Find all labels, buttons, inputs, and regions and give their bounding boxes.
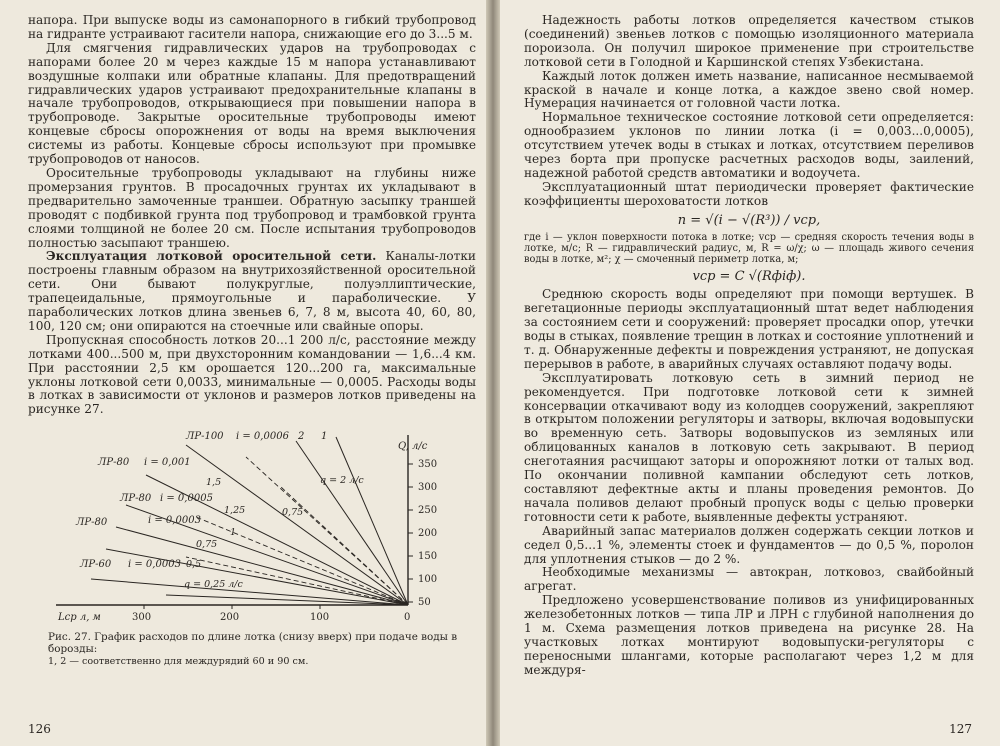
bottom-axis-label: 100 — [310, 612, 330, 624]
right-axis-label: 100 — [418, 574, 438, 586]
left-label: i = 0,0005 — [160, 493, 213, 505]
right-paragraph: Аварийный запас материалов должен содержать секции лотков и седел 0,5...1 %, элементы стоек и фундаментов — до 0,5 %, поролон для уплотнения стыков — до 2 %. — [524, 523, 974, 566]
left-label: ЛР-80 — [76, 517, 108, 529]
formula-explanation: где i — уклон поверхности потока в лотке; vср — средняя скорость течения воды в лотке, м/с; R — гидравлический радиус, м, R = ω/χ; ω — площадь живого сечения воды в лотке, м²; χ — смоченный периметр лотка, м; — [524, 231, 974, 266]
right-paragraph: Среднюю скорость воды определяют при помощи вертушек. В вегетационные периоды эксплуатационный штат ведет наблюдения за состоянием сети и сооружений: проверяет просадки опор, утечки воды в стыках, появление трещин в лотках и состояние уплотнений и т. д. Обнаруженные дефекты и повреждения устраняют, не допуская перерывов в работе, в аварийных случаях оставляют подачу воды. — [524, 287, 974, 371]
curve-label: 1,25 — [224, 505, 246, 517]
figure-27 — [36, 427, 456, 627]
curve-label: q = 2 л/с — [320, 475, 364, 487]
bottom-axis-title: Lср л, м — [58, 612, 101, 624]
book-gutter — [486, 0, 500, 746]
right-axis-label: 150 — [418, 551, 438, 563]
curve-label: q = 0,25 л/с — [184, 579, 243, 591]
left-page — [0, 0, 492, 746]
bottom-axis-label: 0 — [404, 612, 411, 624]
curve-label: 1 — [230, 527, 237, 539]
figure-caption: Рис. 27. График расходов по длине лотка (снизу вверх) при подаче воды в борозды: — [48, 631, 458, 656]
left-label: i = 0,0003 — [128, 559, 181, 571]
left-label: ЛР-80 — [98, 457, 130, 469]
figure-27-graph — [36, 427, 456, 627]
right-axis-label: 300 — [418, 482, 438, 494]
right-paragraph: Каждый лоток должен иметь название, написанное несмываемой краской в начале и конце лотка, а каждое звено свой номер. Нумерация начинается от головной части лотка. — [524, 68, 974, 111]
curve-label: 0,75 — [282, 507, 304, 519]
top-label: i = 0,0006 — [236, 431, 289, 443]
bottom-axis-label: 300 — [132, 612, 152, 624]
top-label: 1 — [321, 431, 328, 443]
top-label: 2 — [298, 431, 305, 443]
right-paragraph: Эксплуатационный штат периодически проверяет фактические коэффициенты шероховатости лотков — [524, 179, 974, 208]
left-label: i = 0,001 — [144, 457, 191, 469]
right-paragraph: Эксплуатировать лотковую сеть в зимний период не рекомендуется. При подготовке лотковой сети к зимней консервации откачивают воду из колодцев сооружений, закрепляют в открытом положении регуляторы и затворы, включая водовыпуски во временную сеть. Затворы водовыпусков из земляных или облицованных каналов в лотковую сеть закрывают. В период снеготаяния расчищают заторы и опорожняют лотки от талых вод. По окончании поливной кампании обследуют сеть лотков, составляют дефектные акты и планы проведения ремонтов. До начала поливов делают пробный пропуск воды с целью проверки готовности сети к работе, выявленные дефекты устраняют. — [524, 370, 974, 524]
bottom-axis-label: 200 — [220, 612, 240, 624]
right-paragraph: Предложено усовершенствование поливов из унифицированных железобетонных лотков — типа ЛР и ЛРН с глубиной наполнения до 1 м. Схема размещения лотков приведена на рисунке 28. На участковых лотках монтируют водовыпуски-регуляторы с переносными шлангами, которые располагают через 1,2 м для междуря- — [524, 593, 974, 677]
left-paragraph: Для смягчения гидравлических ударов на трубопроводах с напорами более 20 м через каждые 15 м напора устанавливают воздушные колпаки или обратные клапаны. Для предотвращений гидравлических ударов устраивают предохранительные клапаны в начале трубопроводов, открывающиеся при повышении напора в трубопроводе. Закрытые оросительные трубопроводы имеют концевые сбросы опорожнения от воды на время выключения системы из работы. Концевые сбросы используют при промывке трубопроводов от наносов. — [28, 40, 476, 167]
left-label: ЛР-60 — [80, 559, 112, 571]
top-label: Q, л/с — [398, 441, 428, 453]
formula-roughness: n = √(i − √(R³)) / vср, — [677, 212, 821, 228]
section-text: Каналы-лотки построены главным образом на внутрихозяйственной оросительной сети. Они бывают полукруглые, полуэллиптические, трапецеидальные, прямоугольные и параболические. У параболических лотков длина звеньев 6, 7, 8 м, высота 40, 60, 80, 100, 120 см; они опираются на стоечные или свайные опоры. — [28, 249, 476, 333]
page-number-left: 126 — [28, 722, 51, 736]
right-axis-label: 200 — [418, 528, 438, 540]
right-axis-label: 250 — [418, 505, 438, 517]
section-paragraph — [28, 250, 476, 333]
figure-caption-note: 1, 2 — соответственно для междурядий 60 и 90 см. — [48, 656, 309, 668]
right-paragraph: Нормальное техническое состояние лотковой сети определяется: однообразием уклонов по линии лотка (i = 0,003...0,0005), отсутствием утечек воды в стыках и лотках, отсутствием переливов через борта при пропуске расчетных расходов воды, заилений, надежной работой средств автоматики и водоучета. — [524, 110, 974, 180]
right-axis-label: 350 — [418, 459, 438, 471]
page-number-right: 127 — [949, 722, 972, 736]
section-heading: Эксплуатация лотковой оросительной сети. — [46, 249, 377, 264]
curve-label: 1,5 — [206, 477, 222, 489]
curve-label: 0,75 — [196, 539, 218, 551]
right-paragraph: Необходимые механизмы — автокран, лотковоз, свайбойный агрегат. — [524, 565, 974, 594]
left-label: i = 0,0003 — [148, 515, 201, 527]
right-axis-label: 50 — [418, 597, 431, 609]
left-paragraph: Оросительные трубопроводы укладывают на глубины ниже промерзания грунтов. В просадочных грунтах их укладывают в предварительно замоченные траншеи. Обратную засыпку траншей проводят с подбивкой грунта под трубопровод и трамбовкой грунта слоями толщиной не более 20 см. После испытания трубопроводов полностью засыпают траншею. — [28, 165, 476, 250]
left-paragraph: Пропускная способность лотков 20...1 200 л/с, расстояние между лотками 400...500 м, при двухсторонним командовании — 1,6...4 км. При расстоянии 2,5 км орошается 120...200 га, максимальные уклоны лотковой сети 0,0033, минимальные — 0,0005. Расходы воды в лотках в зависимости от уклонов и размеров лотков приведены на рисунке 27. — [28, 332, 476, 417]
formula-velocity: vср = C √(Rфiф). — [692, 269, 806, 285]
right-page — [492, 0, 1000, 746]
right-paragraph: Надежность работы лотков определяется качеством стыков (соединений) звеньев лотков с помощью изоляционного материала пороизола. Он получил широкое применение при строительстве лотковой сети в Голодной и Каршинской степях Узбекистана. — [524, 13, 974, 69]
left-label: ЛР-80 — [120, 493, 152, 505]
left-paragraph: напора. При выпуске воды из самонапорного в гибкий трубопровод на гидранте устраивают гасители напора, снижающие его до 3...5 м. — [28, 13, 476, 41]
curve-label: 0,5 — [186, 559, 202, 571]
top-label: ЛР-100 — [186, 431, 224, 443]
